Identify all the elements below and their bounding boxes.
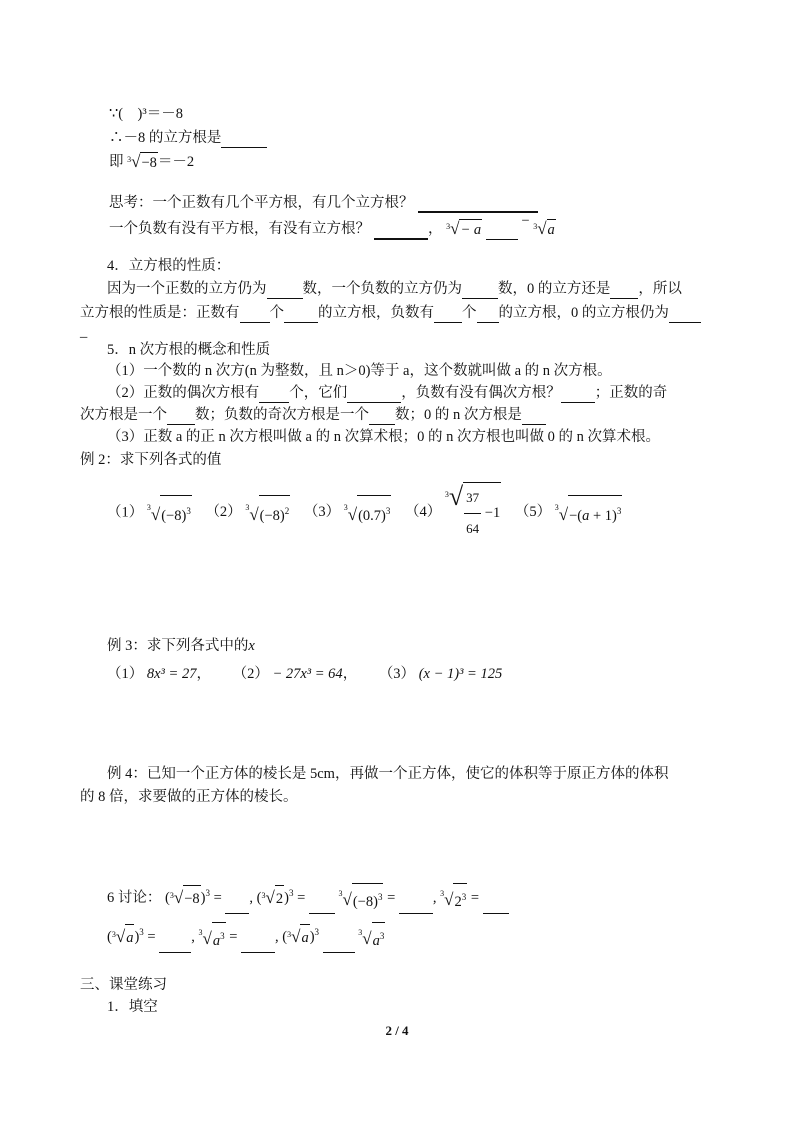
- minus-sign: −: [521, 213, 530, 229]
- text: ＝－2: [157, 154, 195, 170]
- equation-1: 8x³ = 27: [146, 666, 197, 682]
- item-number: （1）: [107, 666, 144, 682]
- section-5-title: 5．n 次方根的概念和性质: [107, 342, 271, 358]
- item-number: （2）: [205, 504, 242, 521]
- line-cube-equation: ∵( )³＝－8: [109, 106, 183, 122]
- cube-root-neg-a-plus-1-cubed: 3 $√-(a + 1)^3$: [555, 495, 623, 531]
- text: 思考：一个正数有几个平方根，有几个立方根？: [109, 195, 414, 211]
- section-4-title: 4．立方根的性质：: [107, 258, 231, 274]
- answer-blank[interactable]: [483, 897, 509, 914]
- section-4-line-2: [80, 303, 701, 323]
- text: 数，0 的立方还是: [498, 281, 611, 297]
- discussion-line-1: 6 讨论： ( 3 √−8)$^3$ = , ( 3 √2)$^3$ = 3 $√(-8)^3$ = , 3 $√2^3$ =: [107, 880, 509, 914]
- discussion-label: 6 讨论：: [107, 889, 162, 906]
- comma: ，: [196, 666, 211, 682]
- answer-blank[interactable]: [309, 897, 335, 914]
- answer-blank[interactable]: [522, 408, 546, 425]
- expr: ( 3 √a)$^3$ =: [107, 929, 159, 945]
- cube-root-07-cubed: 3 $√(0.7)^3$: [344, 495, 392, 531]
- section-5-item-2-cont: [80, 405, 546, 425]
- think-line-1: [109, 193, 538, 213]
- text: ，负数有没有偶次方根？: [401, 385, 561, 401]
- discussion-line-2: ( 3 √a)$^3$ = , 3 $√a^3$ = , ( 3 √a)$^3$ 3 $√a^3$: [107, 919, 385, 953]
- answer-blank[interactable]: [561, 386, 595, 403]
- section-4-underscore: _: [80, 324, 88, 340]
- expr: 3 $√(-8)^3$: [339, 883, 384, 915]
- expr: 3 $√2^3$: [440, 883, 467, 915]
- answer-blank[interactable]: [221, 131, 267, 148]
- variable-x: x: [248, 638, 255, 654]
- text: 一个负数有没有平方根，有没有立方根？: [109, 221, 370, 237]
- answer-blank[interactable]: [486, 223, 518, 240]
- think-line-2: [109, 213, 556, 240]
- text: 因为一个正数的立方仍为: [107, 281, 267, 297]
- item-number: （3）: [378, 666, 416, 682]
- expr: ( 3 √−8)$^3$ =: [165, 890, 225, 906]
- text: ；正数的奇: [594, 385, 668, 401]
- text: 即: [109, 154, 124, 170]
- answer-blank[interactable]: [323, 936, 355, 953]
- text: 数；负数的奇次方根是一个: [195, 407, 369, 423]
- text: 例 3：求下列各式中的: [107, 638, 249, 654]
- answer-blank[interactable]: [477, 306, 499, 323]
- answer-blank[interactable]: [374, 222, 428, 240]
- example-4-line-1: 例 4：已知一个正方体的棱长是 5cm，再做一个正方体，使它的体积等于原正方体的体积: [107, 766, 669, 782]
- answer-blank[interactable]: [241, 936, 275, 953]
- answer-blank[interactable]: [462, 282, 498, 299]
- answer-blank[interactable]: [610, 282, 638, 299]
- expr: 3 $√a^3$: [198, 922, 225, 954]
- cube-root-neg8: 3 √−8: [127, 152, 157, 172]
- cube-root-a: 3 √a: [533, 219, 555, 239]
- example-3-title: [107, 636, 255, 656]
- item-number: （3）: [303, 504, 341, 521]
- answer-blank[interactable]: [434, 306, 462, 323]
- answer-blank[interactable]: [259, 386, 289, 403]
- example-2-title: 例 2：求下列各式的值: [80, 452, 222, 468]
- cube-root-fraction: 3 √ $\frac{37}{64}$ −1: [445, 482, 501, 544]
- item-number: （1）: [107, 504, 144, 521]
- answer-blank[interactable]: [225, 897, 249, 914]
- text: 立方根的性质是：正数有: [80, 305, 240, 321]
- answer-blank[interactable]: [284, 306, 318, 323]
- answer-blank[interactable]: [418, 195, 538, 213]
- cube-root-neg8-cubed: 3 $√(-8)^3$: [147, 495, 192, 531]
- answer-blank[interactable]: [267, 282, 303, 299]
- equation-2: − 27x³ = 64: [272, 666, 343, 682]
- cube-root-neg8-squared: 3 $√(-8)^2$: [245, 495, 290, 531]
- example-3-expressions: [107, 664, 502, 684]
- text: 的立方根，0 的立方根仍为: [498, 305, 669, 321]
- page-number: 2 / 4: [385, 1023, 409, 1038]
- answer-blank[interactable]: [159, 936, 191, 953]
- expr: 3 $√a^3$: [358, 922, 385, 954]
- section-5-item-1: （1）一个数的 n 次方(n 为整数，且 n＞0)等于 a，这个数就叫做 a 的 n 次方根。: [107, 363, 612, 379]
- answer-blank[interactable]: [399, 897, 433, 914]
- section-5-item-3: （3）正数 a 的正 n 次方根叫做 a 的 n 次算术根；0 的 n 次方根也叫做 0 的 n 次算术根。: [107, 429, 660, 445]
- section-3-item-1: 1．填空: [107, 999, 158, 1015]
- answer-blank[interactable]: [240, 306, 270, 323]
- comma: ，: [428, 221, 443, 237]
- item-number: （5）: [514, 504, 552, 521]
- line-radical-neg8: [109, 152, 194, 173]
- comma: ，: [342, 666, 358, 682]
- text: 个: [269, 305, 284, 321]
- item-number: （2）: [232, 666, 269, 682]
- text: 次方根是一个: [80, 407, 167, 423]
- text: 数，一个负数的立方仍为: [302, 281, 462, 297]
- answer-blank[interactable]: [167, 408, 195, 425]
- section-5-item-2: [107, 383, 667, 403]
- section-3-title: 三、课堂练习: [80, 977, 167, 993]
- answer-blank[interactable]: [369, 408, 395, 425]
- text: ，所以: [638, 281, 682, 297]
- text: 个，它们: [289, 385, 348, 401]
- text: ∴－8 的立方根是: [109, 130, 222, 146]
- expr: ( 3 √a)$^3$: [282, 929, 322, 945]
- answer-blank[interactable]: [347, 386, 401, 403]
- line-cube-root-of-neg8: [109, 128, 267, 148]
- expr: ( 3 √2)$^3$ =: [257, 890, 309, 906]
- section-4-line-1: [107, 279, 682, 299]
- text: 个: [462, 305, 477, 321]
- cube-root-neg-a: 3 √− a: [446, 219, 482, 239]
- item-number: （4）: [405, 504, 442, 521]
- text: （2）正数的偶次方根有: [107, 385, 260, 401]
- answer-blank[interactable]: [669, 306, 701, 323]
- equation-3: (x − 1)³ = 125: [418, 666, 503, 682]
- text: 数；0 的 n 次方根是: [395, 407, 522, 423]
- example-2-expressions: [107, 482, 622, 544]
- text: 的立方根，负数有: [318, 305, 434, 321]
- example-4-line-2: 的 8 倍，求要做的正方体的棱长。: [80, 789, 298, 805]
